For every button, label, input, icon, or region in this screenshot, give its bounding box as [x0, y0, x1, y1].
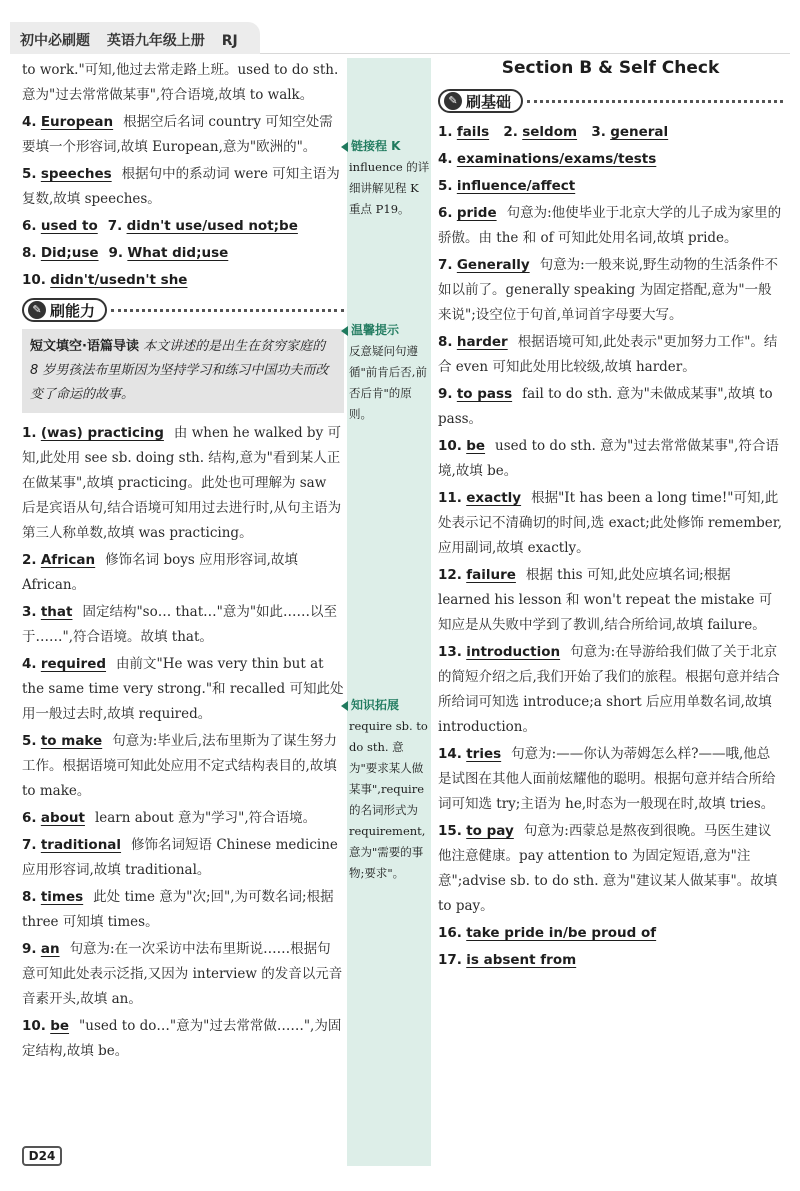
explanation-text: 句意为:一般来说,野生动物的生活条件不如以前了。generally speaking 为固定搭配,意为"一般来说";设空位于句首,单词首字母要大写。 [438, 257, 778, 323]
basics-banner [438, 88, 783, 114]
answer-text: be [50, 1018, 70, 1034]
banner-pill: ✎ 刷能力 [22, 298, 107, 322]
answer-text: Generally [456, 257, 530, 273]
answer-item: 1. (was) practicing 由 when he walked by 可知,此处用 see sb. doing sth. 结构,意为"看到某人正在做某事",故填 practicing。此处也可理解为 saw 后是宾语从句,结合语境可知用过去进行时,从句主语为第三人称单数,故填 was practicing。 [22, 425, 342, 541]
explanation-text: used to do sth. 意为"过去常常做某事",符合语境,故填 be。 [438, 438, 779, 479]
ability-banner [22, 297, 344, 323]
intro-label: 短文填空·语篇导读 [30, 339, 139, 354]
explanation-text: 修饰名词 boys 应用形容词,故填 African。 [22, 552, 298, 593]
answer-item: 15. to pay 句意为:西蒙总是熬夜到很晚。马医生建议他注意健康。pay attention to 为固定短语,意为"注意";advise sb. to do sth. 意为"建议某人做某事"。故填 to pay。 [438, 823, 778, 914]
answer-item: 6. pride 句意为:他使毕业于北京大学的儿子成为家里的骄傲。由 the 和 of 可知此处用名词,故填 pride。 [438, 205, 782, 246]
answer-item: 13. introduction 句意为:在导游给我们做了关于北京的简短介绍之后,我们开始了我们的旅程。根据句意并结合所给词可知选 introduce;a short 后应用单数名词,故填 introduction。 [438, 644, 780, 735]
answer-text: exactly [466, 490, 522, 506]
answer-row: 8. Did;use 9. What did;use [22, 245, 229, 261]
explanation-text: 句意为:在一次采访中法布里斯说……根据句意可知此处表示泛指,又因为 interview 的发音以元音音素开头,故填 an。 [22, 941, 343, 1007]
pencil-icon: ✎ [444, 92, 462, 110]
link-note: 链接程 K influence 的详细讲解见程 K 重点 P19。 [349, 136, 431, 220]
explanation-text: 根据句中的系动词 were 可知主语为复数,故填 speeches。 [22, 166, 340, 207]
explanation-text: 句意为:西蒙总是熬夜到很晚。马医生建议他注意健康。pay attention to 为固定短语,意为"注意";advise sb. to do sth. 意为"建议某人做某事"。故填 to pay。 [438, 823, 778, 914]
answer-text: required [40, 656, 107, 672]
explanation-text: 根据 this 可知,此处应填名词;根据 learned his lesson 和 won't repeat the mistake 可知应是从失败中学到了教训,结合所给词,故填 failure。 [438, 567, 773, 633]
answer-item: 3. that 固定结构"so… that…"意为"如此……以至于……",符合语境。故填 that。 [22, 604, 338, 645]
answer-item: 9. to pass fail to do sth. 意为"未做成某事",故填 to pass。 [438, 386, 773, 427]
answer-item: 7. Generally 句意为:一般来说,野生动物的生活条件不如以前了。generally speaking 为固定搭配,意为"一般来说";设空位于句首,单词首字母要大写。 [438, 257, 778, 323]
answer-text: introduction [466, 644, 561, 660]
page-header [10, 22, 790, 54]
edition-label: RJ [221, 33, 238, 49]
book-title: 初中必刷题 [20, 33, 90, 49]
answer-text: to make [40, 733, 103, 749]
answer-item: 4. European 根据空后名词 country 可知空处需要填一个形容词,故填 European,意为"欧洲的"。 [22, 114, 333, 155]
side-notes-column [347, 58, 431, 1166]
answer-item: 14. tries 句意为:——你认为蒂姆怎么样?——哦,他总是试图在其他人面前炫耀他的聪明。根据句意并结合所给词可知选 try;主语为 he,时态为一般现在时,故填 tries。 [438, 746, 776, 812]
answer-item: 17. is absent from [438, 952, 577, 968]
answer-item: 2. African 修饰名词 boys 应用形容词,故填 African。 [22, 552, 298, 593]
answer-text: speeches [40, 166, 112, 182]
header-tab [10, 22, 260, 54]
answer-item: 8. harder 根据语境可知,此处表示"更加努力工作"。结合 even 可知此处用比较级,故填 harder。 [438, 334, 778, 375]
explanation-text: 根据语境可知,此处表示"更加努力工作"。结合 even 可知此处用比较级,故填 harder。 [438, 334, 778, 375]
answer-text: examinations/exams/tests [456, 151, 657, 167]
answer-item: 5. speeches 根据句中的系动词 were 可知主语为复数,故填 speeches。 [22, 166, 340, 207]
intro-text: 本文讲述的是出生在贫穷家庭的 8 岁男孩法布里斯因为坚持学习和练习中国功夫而改变了命运的故事。 [30, 339, 329, 402]
answer-item: 5. to make 句意为:毕业后,法布里斯为了谋生努力工作。根据语境可知此处应用不定式结构表目的,故填 to make。 [22, 733, 338, 799]
banner-pill: ✎ 刷基础 [438, 89, 523, 113]
answer-text: failure [466, 567, 516, 583]
explanation-text: 句意为:毕业后,法布里斯为了谋生努力工作。根据语境可知此处应用不定式结构表目的,故填 to make。 [22, 733, 338, 799]
left-pair-rows [22, 214, 344, 266]
left-column [22, 58, 344, 1066]
answer-item: 5. influence/affect [438, 178, 576, 194]
answer-text: is absent from [466, 952, 577, 968]
explanation-text: 句意为:——你认为蒂姆怎么样?——哦,他总是试图在其他人面前炫耀他的聪明。根据句意并结合所给词可知选 try;主语为 he,时态为一般现在时,故填 tries。 [438, 746, 776, 812]
answer-text: an [40, 941, 60, 957]
right-short-list [438, 147, 783, 199]
explanation-text: 根据空后名词 country 可知空处需要填一个形容词,故填 European,意为"欧洲的"。 [22, 114, 333, 155]
answer-text: to pass [456, 386, 513, 402]
answer-text: times [40, 889, 84, 905]
right-tail-list [438, 921, 783, 973]
answer-item: 9. an 句意为:在一次采访中法布里斯说……根据句意可知此处表示泛指,又因为 interview 的发音以元音音素开头,故填 an。 [22, 941, 343, 1007]
answer-row: 1. fails 2. seldom 3. general [438, 124, 669, 140]
answer-item: 8. times 此处 time 意为"次;回",为可数名词;根据 three 可知填 times。 [22, 889, 334, 930]
explanation-text: 由 when he walked by 可知,此处用 see sb. doing sth. 结构,意为"看到某人正在做某事",故填 practicing。此处也可理解为 saw 后是宾语从句,结合语境可知用过去进行时,从句主语为第三人称单数,故填 was practicing。 [22, 425, 342, 541]
answer-item: 10. didn't/usedn't she [22, 272, 188, 288]
dotted-divider [527, 100, 783, 103]
reading-intro-box [22, 329, 344, 413]
arrow-icon [341, 142, 348, 152]
answer-text: pride [456, 205, 497, 221]
explanation-text: 由前文"He was very thin but at the same time very strong."和 recalled 可知此处用一般过去时,故填 required。 [22, 656, 344, 722]
explanation-text: 固定结构"so… that…"意为"如此……以至于……",符合语境。故填 that。 [22, 604, 338, 645]
knowledge-note: 知识拓展 require sb. to do sth. 意为"要求某人做某事",require 的名词形式为 requirement,意为"需要的事物;要求"。 [349, 695, 431, 884]
answer-text: influence/affect [456, 178, 576, 194]
page-number: D24 [22, 1146, 62, 1166]
right-column [438, 58, 783, 975]
explanation-text: learn about 意为"学习",符合语境。 [94, 810, 317, 826]
answer-text: harder [456, 334, 508, 350]
arrow-icon [341, 701, 348, 711]
explanation-text: fail to do sth. 意为"未做成某事",故填 to pass。 [438, 386, 773, 427]
section-title: Section B & Self Check [501, 58, 720, 78]
answer-item: 10. be used to do sth. 意为"过去常常做某事",符合语境,故填 be。 [438, 438, 779, 479]
answer-text: didn't/usedn't she [50, 272, 188, 288]
answer-text: European [40, 114, 114, 130]
explanation-text: 修饰名词短语 Chinese medicine 应用形容词,故填 traditional。 [22, 837, 338, 878]
answer-item: 16. take pride in/be proud of [438, 925, 657, 941]
continued-explanation: to work."可知,他过去常走路上班。used to do sth. 意为"过去常常做某事",符合语境,故填 to walk。 [22, 62, 339, 103]
answer-text: be [466, 438, 486, 454]
explanation-text: 此处 time 意为"次;回",为可数名词;根据 three 可知填 times。 [22, 889, 334, 930]
left-answer-list-b [22, 421, 344, 1064]
answer-text: traditional [40, 837, 122, 853]
answer-text: African [40, 552, 96, 568]
answer-item: 12. failure 根据 this 可知,此处应填名词;根据 learned his lesson 和 won't repeat the mistake 可知应是从失败中学到了教训,结合所给词,故填 failure。 [438, 567, 773, 633]
left-answer-list-a [22, 110, 344, 212]
tip-note: 温馨提示 反意疑问句遵循"前肯后否,前否后肯"的原则。 [349, 320, 431, 425]
explanation-text: 句意为:在导游给我们做了关于北京的简短介绍之后,我们开始了我们的旅程。根据句意并结合所给词可知选 introduce;a short 后应用单数名词,故填 introduction。 [438, 644, 780, 735]
answer-text: about [40, 810, 85, 826]
explanation-text: "used to do…"意为"过去常常做……",为固定结构,故填 be。 [22, 1018, 342, 1059]
subject-title: 英语九年级上册 [106, 33, 205, 49]
answer-text: (was) practicing [40, 425, 164, 441]
answer-text: take pride in/be proud of [466, 925, 657, 941]
answer-item: 4. examinations/exams/tests [438, 151, 657, 167]
answer-item: 11. exactly 根据"It has been a long time!"可知,此处表示记不清确切的时间,选 exact;此处修饰 remember,应用副词,故填 exactly。 [438, 490, 782, 556]
answer-item: 4. required 由前文"He was very thin but at the same time very strong."和 recalled 可知此处用一般过去时,故填 required。 [22, 656, 344, 722]
answer-item: 7. traditional 修饰名词短语 Chinese medicine 应用形容词,故填 traditional。 [22, 837, 338, 878]
answer-text: to pay [466, 823, 514, 839]
explanation-text: 根据"It has been a long time!"可知,此处表示记不清确切的时间,选 exact;此处修饰 remember,应用副词,故填 exactly。 [438, 490, 782, 556]
answer-row: 6. used to 7. didn't use/used not;be [22, 218, 298, 234]
answer-item: 6. about learn about 意为"学习",符合语境。 [22, 810, 317, 826]
explanation-text: 句意为:他使毕业于北京大学的儿子成为家里的骄傲。由 the 和 of 可知此处用名词,故填 pride。 [438, 205, 782, 246]
dotted-divider [111, 309, 344, 312]
answer-text: tries [466, 746, 502, 762]
pencil-icon: ✎ [28, 301, 46, 319]
arrow-icon [341, 326, 348, 336]
answer-item: 10. be "used to do…"意为"过去常常做……",为固定结构,故填 be。 [22, 1018, 342, 1059]
right-answer-list [438, 201, 783, 919]
answer-text: that [40, 604, 73, 620]
